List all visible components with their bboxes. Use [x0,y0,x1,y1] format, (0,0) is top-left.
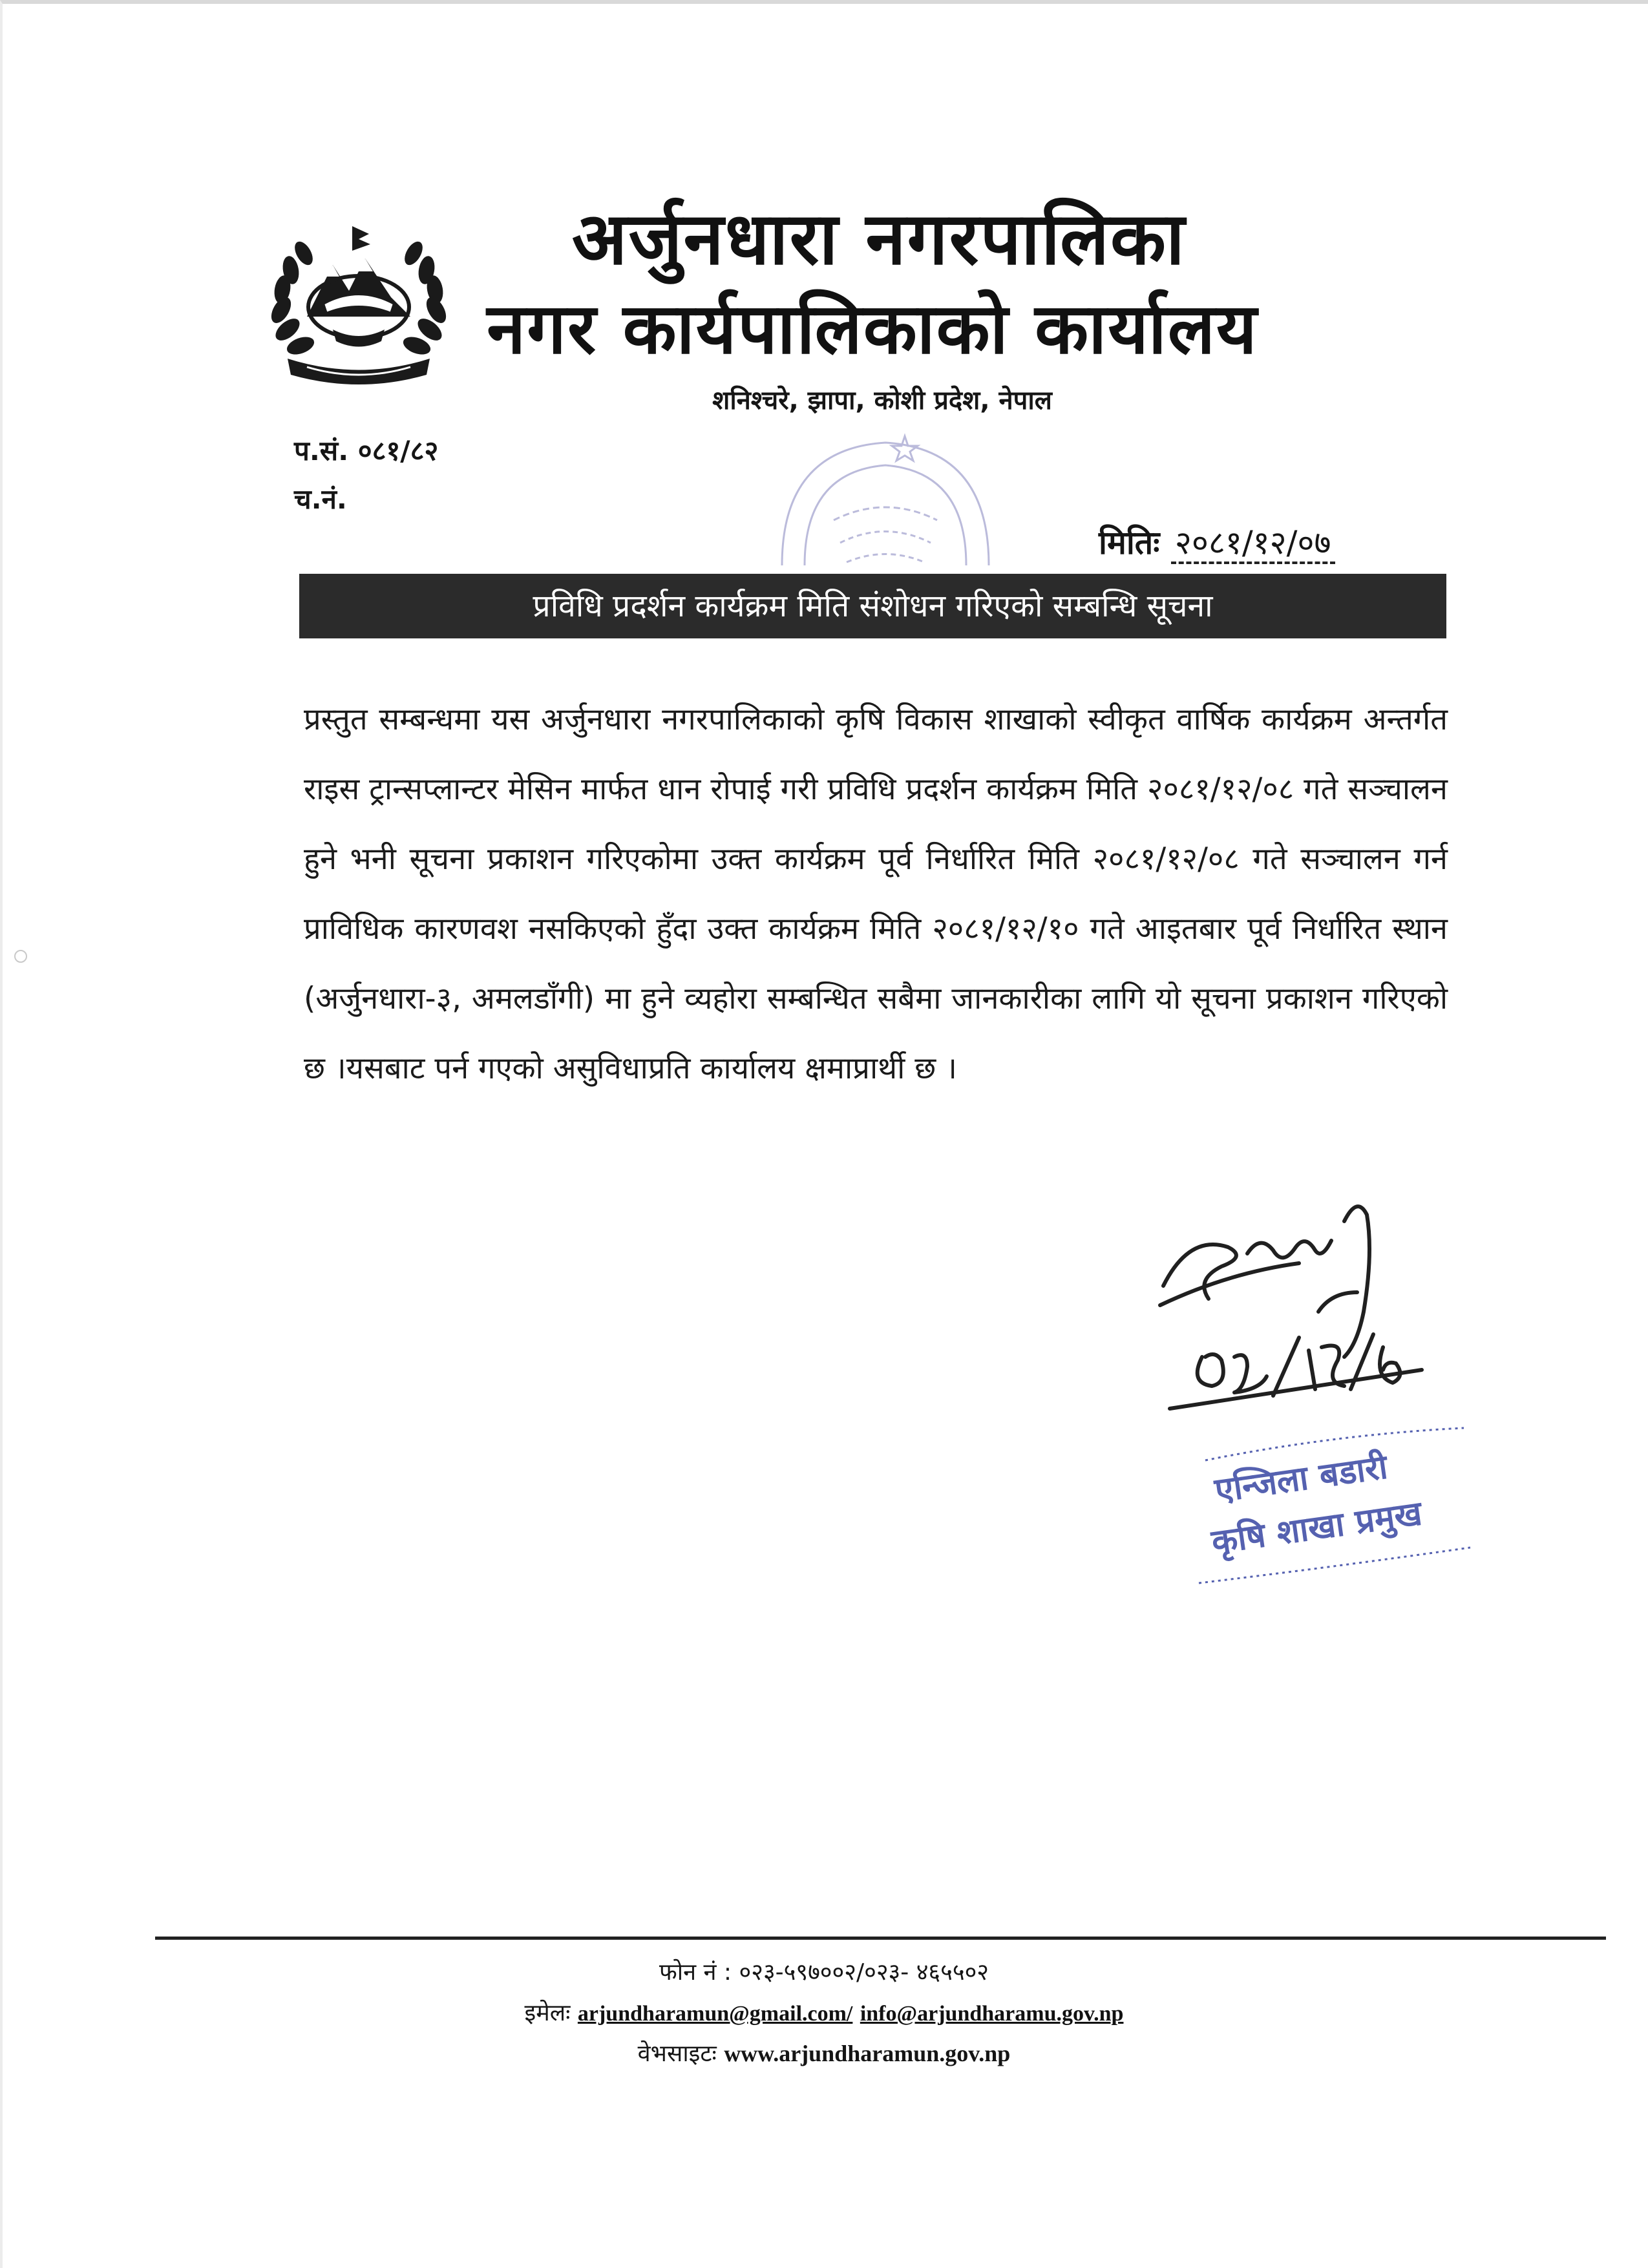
signatory-role: कृषि शाखा प्रमुख [1209,1494,1425,1562]
website-link[interactable]: www.arjundharamun.gov.np [724,2041,1011,2066]
signatory-stamp [1192,1422,1477,1590]
notice-title: प्रविधि प्रदर्शन कार्यक्रम मिति संशोधन गरिएको सम्बन्धि सूचना [533,588,1213,624]
email-link-secondary[interactable]: info@arjundharamu.gov.np [860,2002,1124,2026]
email-link-primary[interactable]: arjundharamun@gmail.com/ [577,2002,853,2026]
phone-label: फोन नं : [659,1959,732,1986]
office-round-seal-icon [756,423,1015,578]
reference-number: प.सं. ०८१/८२ [294,435,439,467]
date-value: २०८१/१२/०७ [1171,524,1335,564]
nepal-government-emblem-icon [262,220,456,388]
email-label: इमेलः [524,2000,571,2026]
notice-title-bar [299,574,1446,638]
phone-value: ०२३-५९७००२/०२३- ४६५५०२ [739,1959,989,1986]
footer-divider [155,1937,1606,1940]
footer-email [0,1995,1648,2032]
dispatch-number: च.नं. [294,483,347,515]
signatory-name: एन्जिला बडारी [1212,1447,1390,1511]
office-address: शनिश्चरे, झापा, कोशी प्रदेश, नेपाल [712,386,1052,415]
footer-website [0,2035,1648,2072]
office-name: नगर कार्यपालिकाको कार्यालय [487,289,1258,370]
website-label: वेभसाइटः [637,2041,717,2067]
notice-date [1099,520,1448,565]
footer-phone [0,1955,1648,1991]
scan-speck [14,950,27,963]
notice-body: प्रस्तुत सम्बन्धमा यस अर्जुनधारा नगरपालिकाको कृषि विकास शाखाको स्वीकृत वार्षिक कार्यक्रम अन्तर्गत राइस ट्रान्सप्लान्टर मेसिन मार्फत धान रोपाई गरी प्रविधि प्रदर्शन कार्यक्रम मिति २०८१/१२/०८ गते सञ्चालन हुने भनी सूचना प्रकाशन गरिएकोमा उक्त कार्यक्रम पूर्व निर्धारित मिति २०८१/१२/०८ गते सञ्चालन गर्न प्राविधिक कारणवश नसकिएको हुँदा उक्त कार्यक्रम मिति २०८१/१२/१० गते आइतबार पूर्व निर्धारित स्थान (अर्जुनधारा-३, अमलडाँगी) मा हुने व्यहोरा सम्बन्धित सबैमा जानकारीका लागि यो सूचना प्रकाशन गरिएको छ ।यसबाट पर्न गएको असुविधाप्रति कार्यालय क्षमाप्रार्थी छ । [304,702,1448,1086]
handwritten-signature [1150,1195,1486,1428]
date-label: मितिः [1099,524,1160,562]
organization-name: अर्जुनधारा नगरपालिका [571,197,1187,281]
